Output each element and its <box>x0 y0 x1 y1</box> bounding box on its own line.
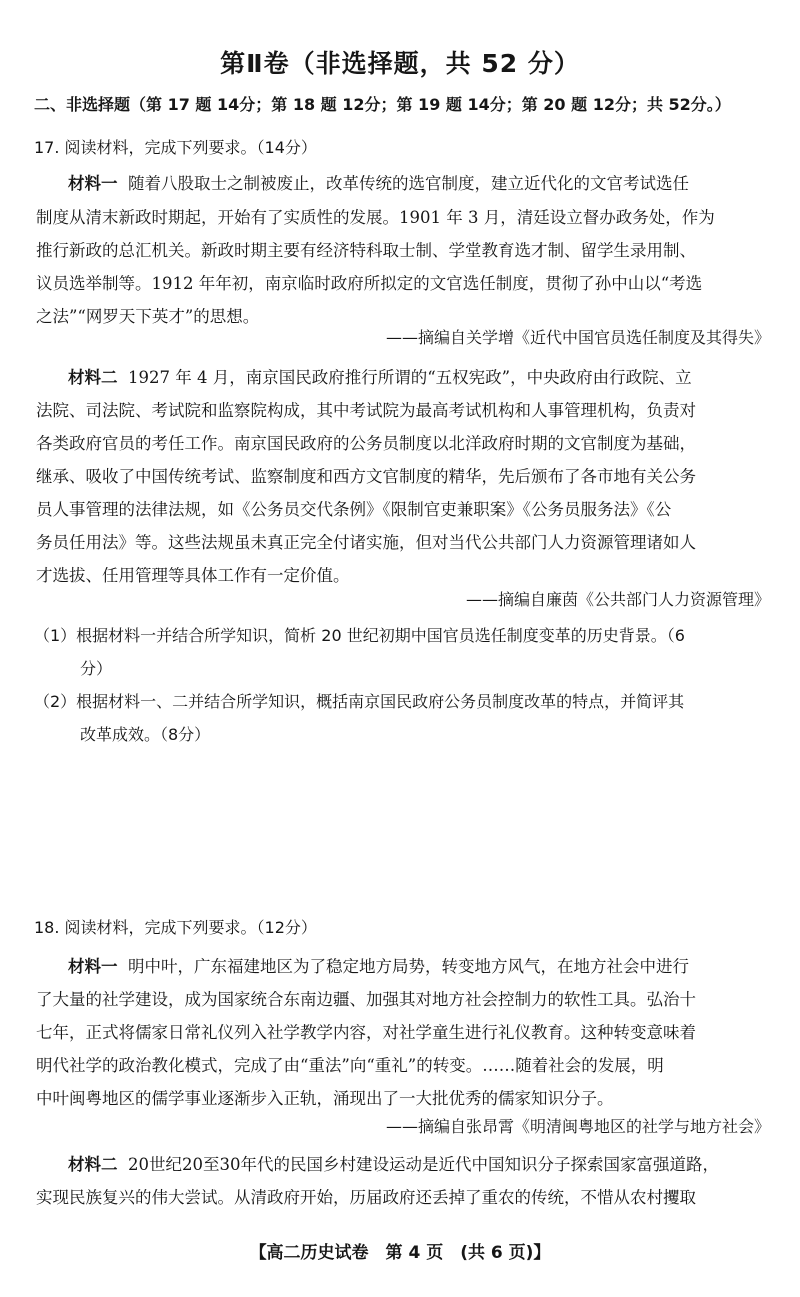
section-header: 二、非选择题（第 17 题 14分；第 18 题 12分；第 19 题 14分；第 20 题 12分；共 52分。） <box>34 95 731 114</box>
q17-material1-line: 议员选举制等。1912 年年初，南京临时政府所拟定的文官选任制度，贯彻了孙中山以“考选 <box>36 274 703 293</box>
q17-material2-line: 务员任用法》等。这些法规虽未真正完全付诸实施，但对当代公共部门人力资源管理诸如人 <box>36 533 696 552</box>
q17-subquestion-1: （1）根据材料一并结合所学知识，简析 20 世纪初期中国官员选任制度变革的历史背景。（6 <box>34 626 685 645</box>
q17-subquestion-2-cont: 改革成效。（8分） <box>80 725 211 744</box>
q17-subquestion-1-cont: 分） <box>80 659 113 678</box>
q18-material1-line: 七年，正式将儒家日常礼仪列入社学教学内容，对社学童生进行礼仪教育。这种转变意味着 <box>36 1023 696 1042</box>
q17-material2-label: 材料二 <box>68 368 118 387</box>
q18-material2-line: 实现民族复兴的伟大尝试。从清政府开始，历届政府还丢掉了重农的传统，不惜从农村攫取 <box>36 1188 696 1207</box>
q17-material2-line: 继承、吸收了中国传统考试、监察制度和西方文官制度的精华，先后颁布了各市地有关公务 <box>36 467 696 486</box>
q17-material1-source: ——摘编自关学增《近代中国官员选任制度及其得失》 <box>385 328 770 347</box>
q17-prompt: 17. 阅读材料，完成下列要求。（14分） <box>34 138 317 157</box>
q18-material1-label: 材料一 <box>68 957 118 976</box>
q17-material1-line: 材料一 随着八股取士之制被废止，改革传统的选官制度，建立近代化的文官考试选任 <box>68 174 689 193</box>
q17-material2-source: ——摘编自廉茵《公共部门人力资源管理》 <box>465 590 770 609</box>
q17-subquestion-2: （2）根据材料一、二并结合所学知识，概括南京国民政府公务员制度改革的特点，并简评其 <box>34 692 685 711</box>
q17-material2-line: 才选拔、任用管理等具体工作有一定价值。 <box>36 566 350 585</box>
section-title: 第Ⅱ卷（非选择题，共 52 分） <box>220 49 580 78</box>
q17-material2-line: 各类政府官员的考任工作。南京国民政府的公务员制度以北洋政府时期的文官制度为基础， <box>36 434 696 453</box>
q17-material1-label: 材料一 <box>68 174 118 193</box>
page-footer: 【高二历史试卷 第 4 页 (共 6 页)】 <box>249 1243 551 1263</box>
q18-material1-line: 中叶闽粤地区的儒学事业逐渐步入正轨，涌现出了一大批优秀的儒家知识分子。 <box>36 1089 614 1108</box>
q18-material2-line: 材料二 20世纪20至30年代的民国乡村建设运动是近代中国知识分子探索国家富强道路， <box>68 1155 719 1174</box>
q18-prompt: 18. 阅读材料，完成下列要求。（12分） <box>34 918 317 937</box>
q17-material1-line: 制度从清末新政时期起，开始有了实质性的发展。1901 年 3 月，清廷设立督办政务处，作为 <box>36 208 715 227</box>
q18-material1-source: ——摘编自张昂霄《明清闽粤地区的社学与地方社会》 <box>385 1117 770 1136</box>
q17-material1-line: 之法”“网罗天下英才”的思想。 <box>36 307 260 326</box>
q18-material1-line: 材料一 明中叶，广东福建地区为了稳定地方局势，转变地方风气，在地方社会中进行 <box>68 957 689 976</box>
q17-material2-line: 员人事管理的法律法规，如《公务员交代条例》《限制官吏兼职案》《公务员服务法》《公 <box>36 500 672 519</box>
q17-material1-line: 推行新政的总汇机关。新政时期主要有经济特科取士制、学堂教育选才制、留学生录用制、 <box>36 241 696 260</box>
q17-material2-line: 材料二 1927 年 4 月，南京国民政府推行所谓的“五权宪政”，中央政府由行政院、立 <box>68 368 692 387</box>
q18-material1-line: 明代社学的政治教化模式，完成了由“重法”向“重礼”的转变。……随着社会的发展，明 <box>36 1056 664 1075</box>
q18-material1-line: 了大量的社学建设，成为国家统合东南边疆、加强其对地方社会控制力的软性工具。弘治十 <box>36 990 696 1009</box>
q18-material2-label: 材料二 <box>68 1155 118 1174</box>
q17-material2-line: 法院、司法院、考试院和监察院构成，其中考试院为最高考试机构和人事管理机构，负责对 <box>36 401 696 420</box>
